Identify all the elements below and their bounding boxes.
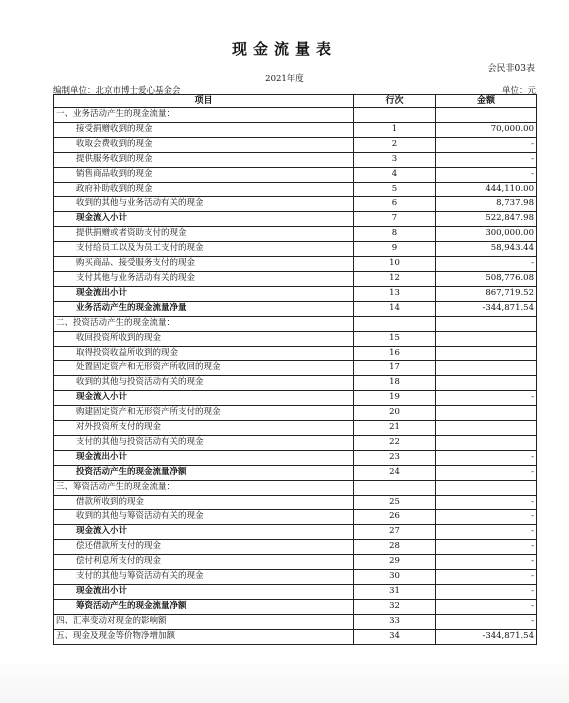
column-header-amount: 金额 [436,95,537,108]
row-line-number: 32 [354,599,436,614]
table-row [54,540,537,555]
row-amount: - [436,465,537,480]
table-row [54,227,537,242]
table-row [54,316,537,331]
row-line-number: 6 [354,197,436,212]
row-item-label: 现金流入小计 [54,525,354,540]
table-row [54,182,537,197]
currency-unit: 单位：元 [501,86,536,96]
row-amount: 508,776.08 [436,271,537,286]
row-line-number: 14 [354,301,436,316]
row-line-number: 31 [354,585,436,600]
table-row [54,599,537,614]
row-item-label: 偿还借款所支付的现金 [54,540,354,555]
row-amount: 58,943.44 [436,242,537,257]
row-line-number: 28 [354,540,436,555]
table-row [54,286,537,301]
row-line-number: 20 [354,406,436,421]
table-row [54,495,537,510]
table-row [54,480,537,495]
row-amount: - [436,152,537,167]
table-row [54,629,537,644]
row-amount [436,406,537,421]
row-item-label: 收到的其他与筹资活动有关的现金 [54,510,354,525]
table-row [54,450,537,465]
row-line-number: 4 [354,167,436,182]
row-amount [436,421,537,436]
row-amount: 300,000.00 [436,227,537,242]
table-row [54,391,537,406]
table-row [54,465,537,480]
row-line-number: 34 [354,629,436,644]
row-amount: -344,871.54 [436,629,537,644]
row-item-label: 四、汇率变动对现金的影响额 [54,614,354,629]
table-row [54,421,537,436]
table-row [54,257,537,272]
row-item-label: 对外投资所支付的现金 [54,421,354,436]
row-item-label: 筹资活动产生的现金流量净额 [54,599,354,614]
table-row [54,152,537,167]
report-year: 2021年度 [265,74,304,84]
row-item-label: 销售商品收到的现金 [54,167,354,182]
row-item-label: 购买商品、接受服务支付的现金 [54,257,354,272]
row-amount: -344,871.54 [436,301,537,316]
row-amount: - [436,525,537,540]
row-item-label: 现金流出小计 [54,450,354,465]
row-amount: - [436,570,537,585]
table-row [54,510,537,525]
table-row [54,614,537,629]
table-row [54,301,537,316]
table-row [54,271,537,286]
table-row [54,435,537,450]
row-line-number: 2 [354,137,436,152]
row-amount: 8,737.98 [436,197,537,212]
cash-flow-table [53,94,537,645]
row-amount: 867,719.52 [436,286,537,301]
row-amount: - [436,391,537,406]
row-item-label: 三、筹资活动产生的现金流量： [54,480,354,495]
document-title: 现金流量表 [231,40,337,58]
row-item-label: 一、业务活动产生的现金流量： [54,108,354,123]
row-line-number: 29 [354,555,436,570]
reporting-organization: 编制单位：北京市博士爱心基金会 [53,86,181,96]
row-item-label: 提供服务收到的现金 [54,152,354,167]
row-amount: - [436,450,537,465]
row-amount [436,480,537,495]
row-line-number: 13 [354,286,436,301]
row-amount: 70,000.00 [436,122,537,137]
row-line-number: 33 [354,614,436,629]
row-amount: - [436,167,537,182]
row-item-label: 五、现金及现金等价物净增加额 [54,629,354,644]
row-amount: 444,110.00 [436,182,537,197]
table-row [54,212,537,227]
row-line-number: 22 [354,435,436,450]
table-row [54,585,537,600]
row-line-number: 9 [354,242,436,257]
row-line-number [354,108,436,123]
row-line-number: 7 [354,212,436,227]
table-row [54,108,537,123]
table-header-row [54,95,537,108]
row-line-number: 16 [354,346,436,361]
row-item-label: 取得投资收益所收到的现金 [54,346,354,361]
row-line-number: 23 [354,450,436,465]
row-amount [436,376,537,391]
row-item-label: 现金流入小计 [54,212,354,227]
row-line-number: 15 [354,331,436,346]
row-line-number: 12 [354,271,436,286]
row-item-label: 收回投资所收到的现金 [54,331,354,346]
row-item-label: 购建固定资产和无形资产所支付的现金 [54,406,354,421]
table-row [54,376,537,391]
row-item-label: 支付的其他与筹资活动有关的现金 [54,570,354,585]
row-amount [436,435,537,450]
row-item-label: 二、投资活动产生的现金流量： [54,316,354,331]
row-amount [436,331,537,346]
row-item-label: 现金流入小计 [54,391,354,406]
table-row [54,122,537,137]
table-row [54,346,537,361]
column-header-item: 项目 [54,95,354,108]
row-item-label: 投资活动产生的现金流量净额 [54,465,354,480]
row-item-label: 接受捐赠收到的现金 [54,122,354,137]
row-item-label: 借款所收到的现金 [54,495,354,510]
org-unit-line [53,84,536,94]
row-line-number: 1 [354,122,436,137]
row-item-label: 业务活动产生的现金流量净量 [54,301,354,316]
row-item-label: 支付的其他与投资活动有关的现金 [54,435,354,450]
table-row [54,197,537,212]
row-line-number: 25 [354,495,436,510]
table-body [54,108,537,645]
table-row [54,525,537,540]
row-line-number: 10 [354,257,436,272]
row-item-label: 支付给员工以及为员工支付的现金 [54,242,354,257]
row-line-number: 18 [354,376,436,391]
row-line-number: 24 [354,465,436,480]
row-item-label: 收到的其他与投资活动有关的现金 [54,376,354,391]
row-item-label: 提供捐赠或者资助支付的现金 [54,227,354,242]
row-line-number [354,480,436,495]
row-line-number: 5 [354,182,436,197]
row-line-number: 8 [354,227,436,242]
row-line-number: 27 [354,525,436,540]
row-amount: - [436,540,537,555]
row-amount [436,316,537,331]
row-amount: - [436,137,537,152]
row-amount [436,361,537,376]
table-row [54,242,537,257]
table-row [54,361,537,376]
row-amount: - [436,555,537,570]
row-amount: - [436,585,537,600]
row-amount: - [436,614,537,629]
row-item-label: 政府补助收到的现金 [54,182,354,197]
table-row [54,331,537,346]
row-amount: - [436,599,537,614]
row-line-number: 19 [354,391,436,406]
row-line-number: 26 [354,510,436,525]
row-line-number [354,316,436,331]
table-row [54,406,537,421]
table-row [54,167,537,182]
row-amount: - [436,495,537,510]
form-number: 会民非03表 [487,64,535,74]
row-amount [436,346,537,361]
page-bottom-margin [0,655,569,703]
table-row [54,570,537,585]
row-item-label: 收取会费收到的现金 [54,137,354,152]
row-item-label: 收到的其他与业务活动有关的现金 [54,197,354,212]
row-line-number: 21 [354,421,436,436]
row-item-label: 现金流出小计 [54,585,354,600]
row-amount [436,108,537,123]
table-row [54,555,537,570]
row-item-label: 现金流出小计 [54,286,354,301]
row-amount: - [436,510,537,525]
row-line-number: 17 [354,361,436,376]
row-line-number: 30 [354,570,436,585]
row-amount: - [436,257,537,272]
row-item-label: 偿付利息所支付的现金 [54,555,354,570]
column-header-line-no: 行次 [354,95,436,108]
row-item-label: 支付其他与业务活动有关的现金 [54,271,354,286]
row-item-label: 处置固定资产和无形资产所收回的现金 [54,361,354,376]
row-amount: 522,847.98 [436,212,537,227]
row-line-number: 3 [354,152,436,167]
table-row [54,137,537,152]
